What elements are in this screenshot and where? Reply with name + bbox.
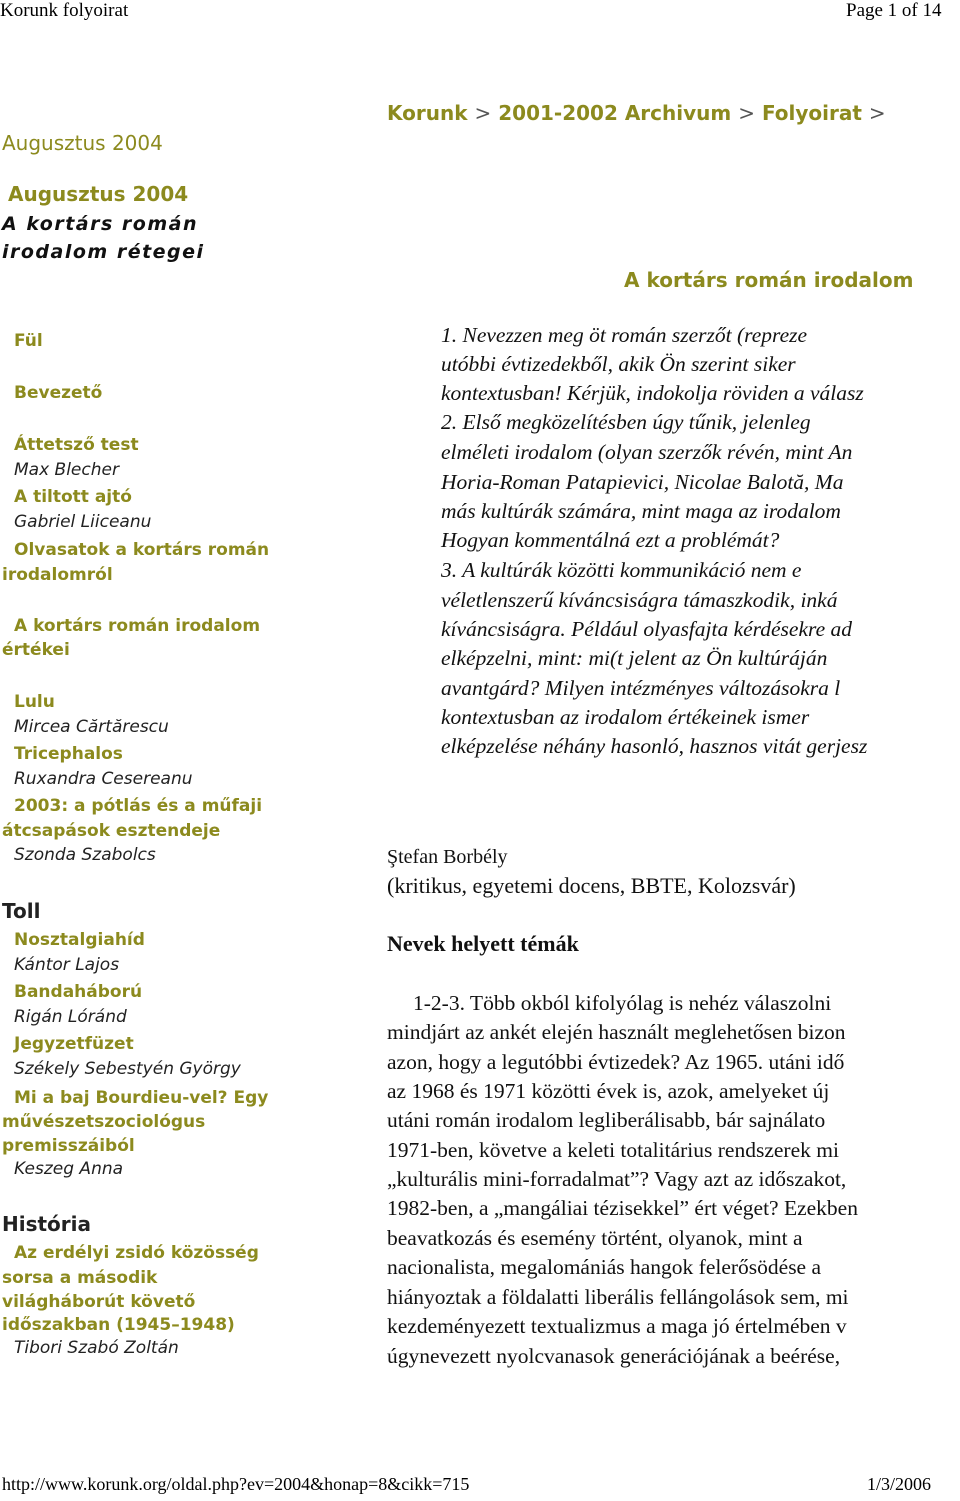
sidebar-article-author: Max Blecher bbox=[14, 460, 119, 480]
issue-title[interactable]: Augusztus 2004 bbox=[8, 182, 189, 206]
sidebar-article-author: Keszeg Anna bbox=[14, 1159, 124, 1179]
body-line: úgynevezett nyolcvanasok generációjának a beérése, bbox=[387, 1344, 841, 1368]
breadcrumb bbox=[387, 101, 886, 125]
body-line: hiányoztak a földalatti liberális fellángolások sem, mi bbox=[387, 1285, 849, 1309]
question-line: 1. Nevezzen meg öt román szerzőt (repreze bbox=[441, 323, 808, 347]
breadcrumb-separator: > bbox=[868, 101, 886, 125]
sidebar-article-author: Rigán Lóránd bbox=[14, 1007, 127, 1027]
question-line: elméleti irodalom (olyan szerzők révén, mint An bbox=[441, 440, 853, 464]
sidebar-article-title[interactable]: A tiltott ajtó bbox=[14, 487, 132, 507]
body-line: 1-2-3. Több okból kifolyólag is nehéz válaszolni bbox=[413, 991, 832, 1015]
breadcrumb-separator: > bbox=[738, 101, 755, 125]
issue-subtitle-line2: irodalom rétegei bbox=[2, 241, 205, 263]
question-line: Hogyan kommentálná ezt a problémát? bbox=[441, 528, 780, 552]
question-line: elképzelése néhány hasonló, hasznos vitát gerjesz bbox=[441, 734, 868, 758]
sidebar-article-author: Tibori Szabó Zoltán bbox=[14, 1338, 179, 1358]
body-line: 1971-ben, követve a keleti totalitárius rendszerek mi bbox=[387, 1138, 839, 1162]
body-line: utáni román irodalom legliberálisabb, bár sajnálato bbox=[387, 1108, 826, 1132]
article-subheading: Nevek helyett témák bbox=[387, 931, 579, 956]
author-name: Ştefan Borbély bbox=[387, 846, 508, 868]
question-line: kontextusban az irodalom értékeinek ismer bbox=[441, 705, 810, 729]
sidebar-link-bourdieu-cont[interactable]: művészetszociológus bbox=[2, 1112, 206, 1132]
question-line: utóbbi évtizedekből, akik Ön szerint siker bbox=[441, 352, 796, 376]
sidebar-article-author: Mircea Cărtărescu bbox=[14, 717, 169, 737]
body-line: azon, hogy a legutóbbi évtizedek? Az 1965. utáni idő bbox=[387, 1050, 845, 1074]
sidebar-article-author: Székely Sebestyén György bbox=[14, 1059, 241, 1079]
sidebar-link-ertekei[interactable]: A kortárs román irodalom bbox=[14, 616, 261, 636]
sidebar-article-author: Szonda Szabolcs bbox=[14, 845, 156, 865]
question-line: 2. Első megközelítésben úgy tűnik, jelenleg bbox=[441, 410, 811, 434]
body-line: „kulturális mini-forradalmat”? Vagy azt az időszakot, bbox=[387, 1167, 847, 1191]
sidebar-article-title[interactable]: Lulu bbox=[14, 692, 55, 712]
print-footer-url: http://www.korunk.org/oldal.php?ev=2004&honap=8&cikk=715 bbox=[2, 1474, 470, 1494]
breadcrumb-link-archivum[interactable]: 2001-2002 Archivum bbox=[498, 101, 732, 125]
sidebar-link-olvasatok-cont[interactable]: irodalomról bbox=[2, 565, 113, 585]
sidebar-link-bevezeto[interactable]: Bevezető bbox=[14, 383, 103, 403]
question-line: elképzelni, mint: mi(t jelent az Ön kultúráján bbox=[441, 646, 828, 670]
sidebar-article-title[interactable]: Nosztalgiahíd bbox=[14, 930, 145, 950]
sidebar-link-historia-cont[interactable]: sorsa a második bbox=[2, 1268, 158, 1288]
question-line: Horia-Roman Patapievici, Nicolae Balotă, Ma bbox=[441, 470, 844, 494]
sidebar-article-title[interactable]: Tricephalos bbox=[14, 744, 123, 764]
question-line: kontextusban! Kérjük, indokolja röviden a válasz bbox=[441, 381, 864, 405]
sidebar-article-author: Gabriel Liiceanu bbox=[14, 512, 152, 532]
print-header-page: Page 1 of 14 bbox=[846, 0, 942, 21]
body-line: beavatkozás és esemény történt, olyanok, mint a bbox=[387, 1226, 803, 1250]
body-line: mindjárt az ankét elején használt meglehetősen bizon bbox=[387, 1020, 846, 1044]
section-heading-historia: História bbox=[2, 1212, 92, 1236]
body-line: kezdeményezett textualizmus a maga jó értelmében v bbox=[387, 1314, 847, 1338]
breadcrumb-link-folyoirat[interactable]: Folyoirat bbox=[761, 101, 862, 125]
sidebar-link-ful[interactable]: Fül bbox=[14, 331, 43, 351]
body-line: az 1968 és 1971 közötti évek is, azok, amelyeket új bbox=[387, 1079, 830, 1103]
sidebar-link-bourdieu[interactable]: Mi a baj Bourdieu-vel? Egy bbox=[14, 1088, 269, 1108]
sidebar-link-historia-cont[interactable]: időszakban (1945–1948) bbox=[2, 1315, 235, 1335]
sidebar-article-title[interactable]: Jegyzetfüzet bbox=[14, 1034, 134, 1054]
sidebar-article-title[interactable]: Áttetsző test bbox=[14, 435, 139, 455]
question-line: avantgárd? Milyen intézményes változásokra l bbox=[441, 676, 841, 700]
sidebar-article-author: Ruxandra Cesereanu bbox=[14, 769, 193, 789]
question-line: más kultúrák számára, mint maga az irodalom bbox=[441, 499, 841, 523]
sidebar-link-potlas[interactable]: 2003: a pótlás és a műfaji bbox=[14, 796, 263, 816]
sidebar-link-ertekei-cont[interactable]: értékei bbox=[2, 640, 70, 660]
sidebar-article-author: Kántor Lajos bbox=[14, 955, 120, 975]
body-line: nacionalista, megalomániás hangok felerősödése a bbox=[387, 1255, 822, 1279]
question-line: kíváncsiságra. Például olyasfajta kérdésekre ad bbox=[441, 617, 852, 641]
sidebar-article-title[interactable]: Bandaháború bbox=[14, 982, 143, 1002]
sidebar-link-historia-cont[interactable]: világháborút követő bbox=[2, 1292, 196, 1312]
issue-subtitle-line1: A kortárs román bbox=[2, 213, 198, 235]
sidebar-link-historia[interactable]: Az erdélyi zsidó közösség bbox=[14, 1243, 259, 1263]
sidebar-link-bourdieu-cont[interactable]: premisszáiból bbox=[2, 1136, 135, 1156]
print-header-title: Korunk folyoirat bbox=[0, 0, 129, 21]
print-footer-date: 1/3/2006 bbox=[867, 1474, 932, 1494]
sidebar-link-potlas-cont[interactable]: átcsapások esztendeje bbox=[2, 821, 221, 841]
issue-label: Augusztus 2004 bbox=[2, 131, 163, 155]
breadcrumb-separator: > bbox=[474, 101, 492, 125]
breadcrumb-link-korunk[interactable]: Korunk bbox=[387, 101, 468, 125]
author-role: (kritikus, egyetemi docens, BBTE, Kolozsvár) bbox=[387, 873, 796, 898]
question-line: 3. A kultúrák közötti kommunikáció nem e bbox=[441, 558, 802, 582]
question-line: véletlenszerű kíváncsiságra támaszkodik, inká bbox=[441, 588, 838, 612]
sidebar-link-olvasatok[interactable]: Olvasatok a kortárs román bbox=[14, 540, 270, 560]
body-line: 1982-ben, a „mangáliai tézisekkel” ért véget? Ezekben bbox=[387, 1196, 858, 1220]
section-heading-toll: Toll bbox=[2, 899, 41, 923]
article-heading: A kortárs román irodalom bbox=[624, 268, 914, 292]
